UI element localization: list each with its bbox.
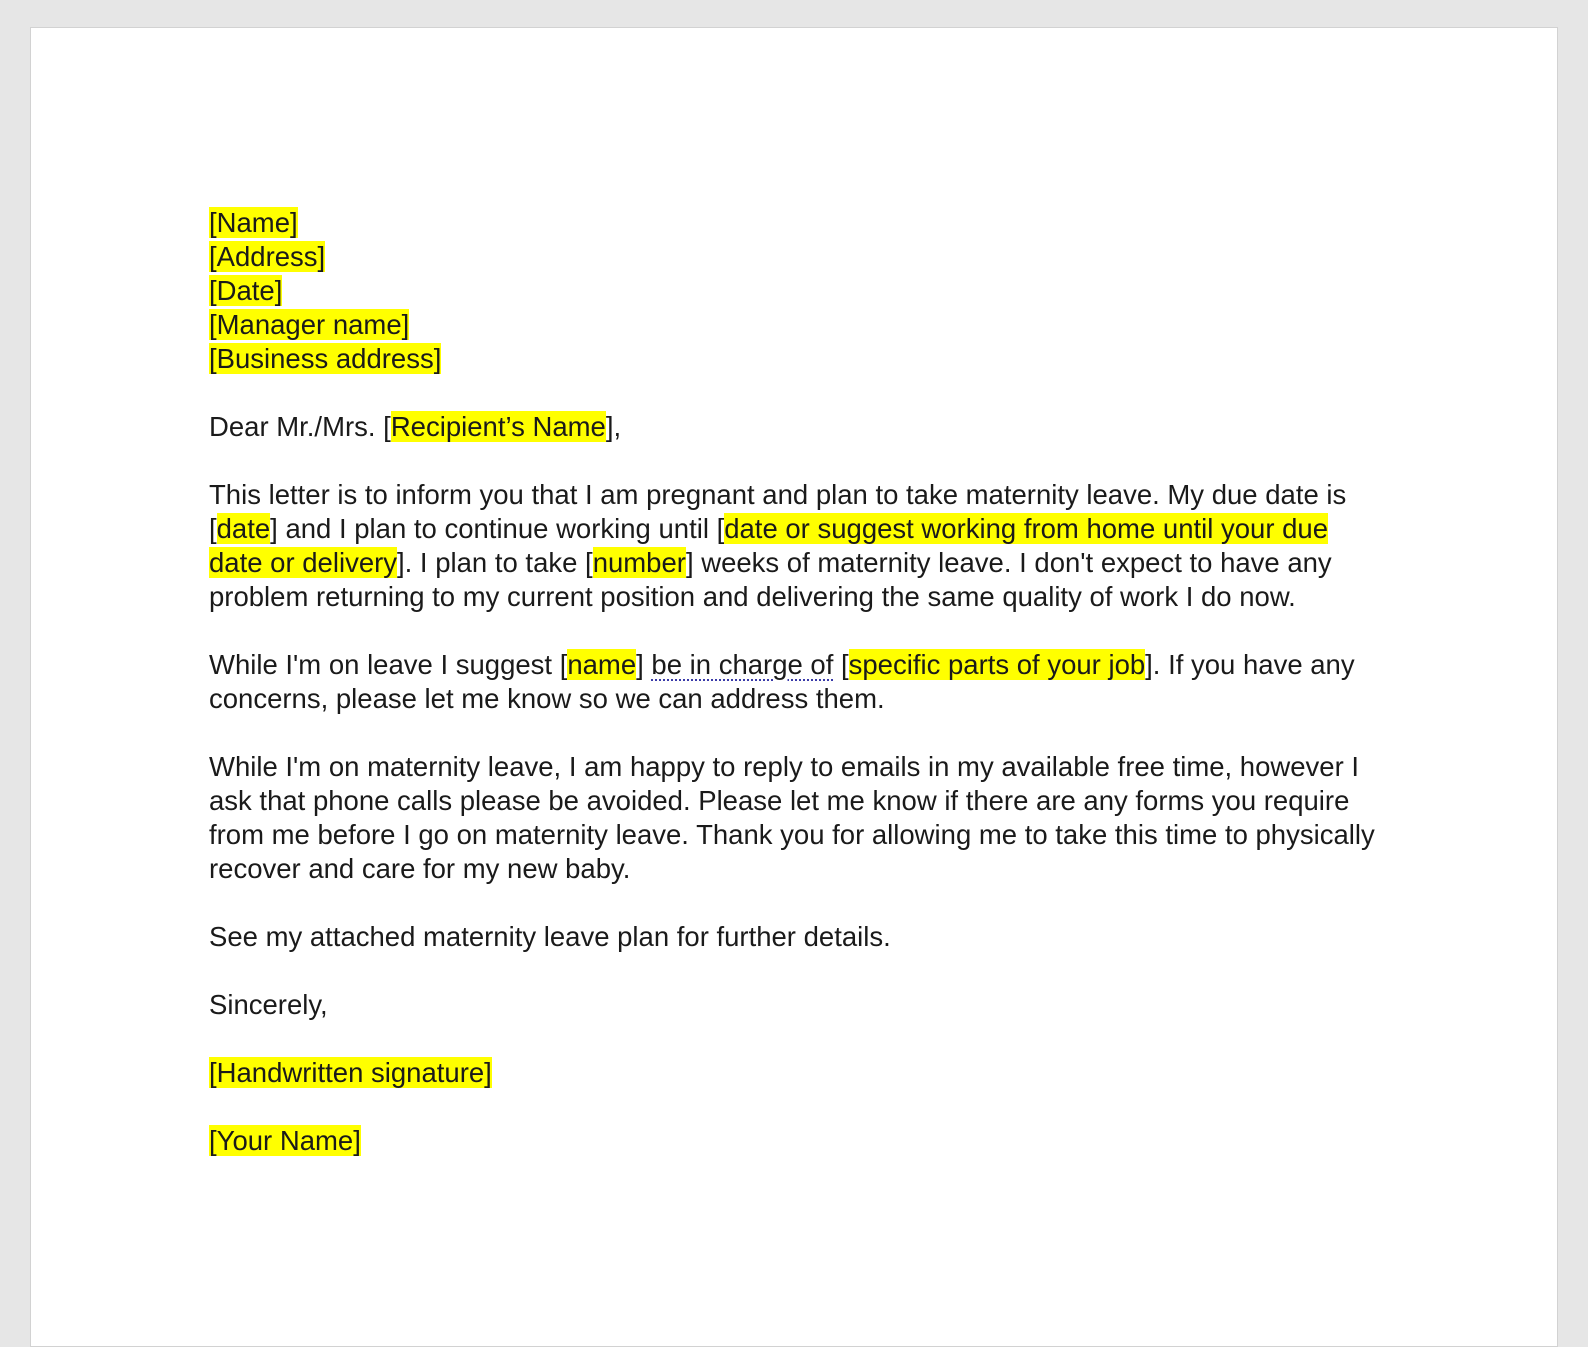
grammar-flagged-phrase[interactable]: be in charge of (651, 649, 834, 680)
address-block (209, 206, 1384, 376)
salutation-prefix: Dear Mr./Mrs. [ (209, 411, 391, 442)
address-placeholder[interactable]: [Address] (209, 241, 326, 272)
para2-text-4: ]. If you have any concerns, please let me know so we can address them. (209, 649, 1355, 714)
covering-name-placeholder[interactable]: name (567, 649, 637, 680)
para1-text-2: ] and I plan to continue working until [ (270, 513, 725, 544)
your-name-line (209, 1124, 1384, 1158)
paragraph-leave-notice (209, 478, 1384, 614)
date-placeholder[interactable]: [Date] (209, 275, 283, 306)
document-page[interactable] (30, 27, 1558, 1347)
para2-text-1: While I'm on leave I suggest [ (209, 649, 568, 680)
business-address-placeholder[interactable]: [Business address] (209, 343, 442, 374)
para1-text-1: This letter is to inform you that I am pregnant and plan to take maternity leave. My due date is [ (209, 479, 1347, 544)
job-parts-placeholder[interactable]: specific parts of your job (848, 649, 1146, 680)
para1-text-4: ] weeks of maternity leave. I don't expect to have any problem returning to my current position and delivering the same quality of work I do now. (209, 547, 1332, 612)
work-until-placeholder[interactable]: date or suggest working from home until your due date or delivery (209, 513, 1329, 578)
signature-placeholder[interactable]: [Handwritten signature] (209, 1057, 492, 1088)
signature-line (209, 1056, 1384, 1090)
due-date-placeholder[interactable]: date (216, 513, 271, 544)
para1-text-3: ]. I plan to take [ (397, 547, 593, 578)
para2-text-2: ] (636, 649, 652, 680)
your-name-placeholder[interactable]: [Your Name] (209, 1125, 361, 1156)
name-placeholder[interactable]: [Name] (209, 207, 298, 238)
paragraph-availability: While I'm on maternity leave, I am happy to reply to emails in my available free time, however I ask that phone calls please be avoided. Please let me know if there are any forms you require from me before I go on maternity leave. Thank you for allowing me to take this time to physically recover and care for my new baby. (209, 751, 1375, 884)
salutation (209, 410, 1384, 444)
recipient-name-placeholder[interactable]: Recipient’s Name (390, 411, 606, 442)
weeks-number-placeholder[interactable]: number (592, 547, 686, 578)
para2-text-3: [ (833, 649, 849, 680)
manager-name-placeholder[interactable]: [Manager name] (209, 309, 410, 340)
paragraph-coverage (209, 648, 1384, 716)
closing: Sincerely, (209, 989, 328, 1020)
letter-body[interactable] (209, 206, 1384, 1192)
salutation-suffix: ], (605, 411, 622, 442)
paragraph-attachment: See my attached maternity leave plan for further details. (209, 921, 891, 952)
